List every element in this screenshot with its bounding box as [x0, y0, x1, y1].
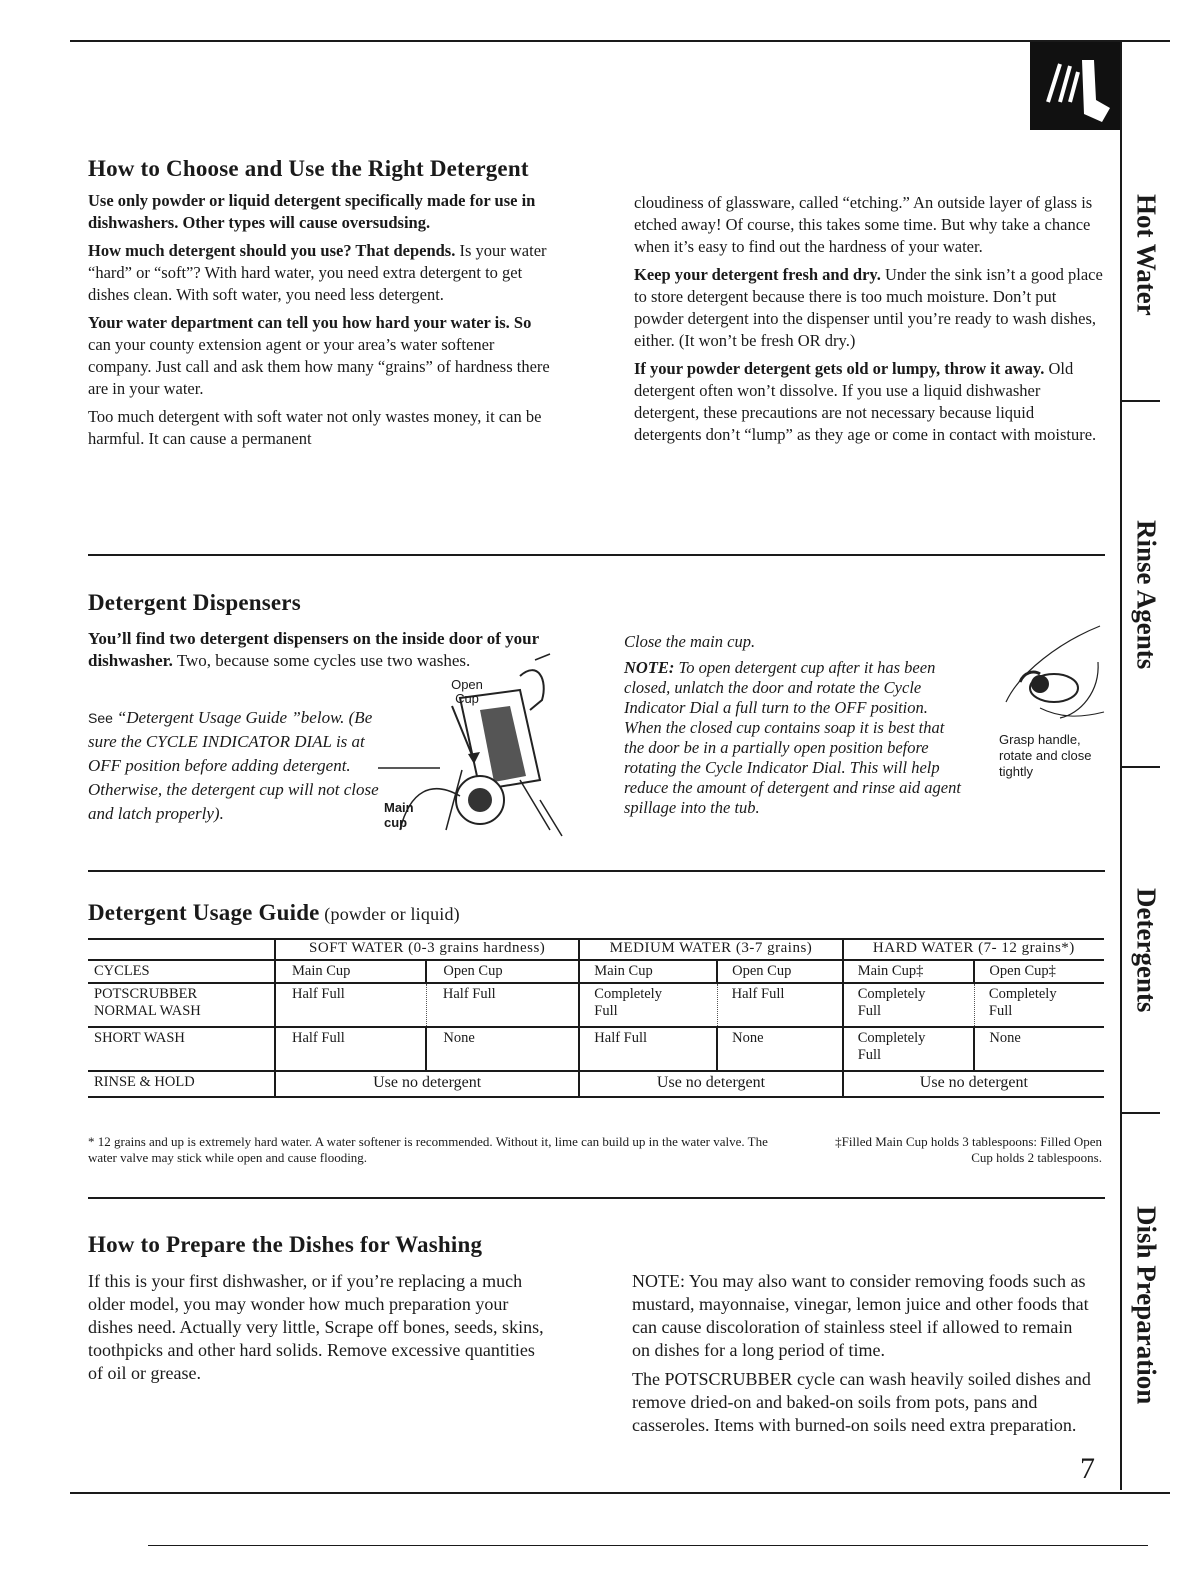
medium-water-header: MEDIUM WATER (3-7 grains): [579, 938, 842, 960]
section-title-prepare-dishes: How to Prepare the Dishes for Washing: [88, 1232, 483, 1257]
how-much-lead: How much detergent should you use? That depends.: [88, 241, 456, 260]
table-header-cups: [88, 960, 1104, 983]
table-cell: None: [717, 1027, 843, 1071]
table-row: [88, 983, 1104, 1027]
table-cell: Open Cup: [426, 960, 579, 983]
section-title-usage-guide: Detergent Usage Guide (powder or liquid): [88, 900, 460, 925]
grasp-handle-label: Grasp handle, rotate and close tightly: [999, 732, 1092, 779]
open-cup-label: Open Cup: [451, 677, 483, 706]
water-department-lead: Your water department can tell you how hard your water is. So: [88, 313, 532, 332]
prepare-note-text: NOTE: You may also want to consider removing foods such as mustard, mayonnaise, vinegar, lemon juice and other foods that can cause discoloration of stainless steel if allowed to remain on dishes for a long period of time.: [632, 1271, 1089, 1360]
table-cell: Half Full: [717, 983, 843, 1027]
footer-rule: [148, 1545, 1148, 1546]
section-title-dispensers: Detergent Dispensers: [88, 590, 301, 615]
page-number: 7: [1080, 1452, 1095, 1485]
close-main-cup-text: Close the main cup.: [624, 632, 756, 651]
table-row: [88, 1027, 1104, 1071]
table-cell: Half Full: [275, 983, 426, 1027]
how-much-text: Is your water “hard” or “soft”? With hard water, you need extra detergent to get dishes clean. With soft water, you need less detergent.: [88, 241, 547, 304]
table-row: [88, 1071, 1104, 1097]
tab-divider: [1122, 400, 1160, 402]
note-label: NOTE:: [624, 658, 675, 677]
section-divider: [88, 554, 1105, 556]
table-cell: Completely Full: [843, 1027, 975, 1071]
choose-detergent-lead: Use only powder or liquid detergent specifically made for use in dishwashers. Other types will cause oversudsing.: [88, 191, 536, 232]
table-cell: Main Cup: [275, 960, 426, 983]
table-cell: Main Cup: [579, 960, 717, 983]
fresh-dry-lead: Keep your detergent fresh and dry.: [634, 265, 881, 284]
table-cell: Use no detergent: [579, 1071, 842, 1097]
see-usage-guide-text: “Detergent Usage Guide ”below. (Be sure the CYCLE INDICATOR DIAL is at OFF position before adding detergent. Otherwise, the detergent cup will not close and latch properly).: [88, 708, 379, 823]
footnote-cup-capacity: ‡Filled Main Cup holds 3 tablespoons: Filled Open Cup holds 2 tablespoons.: [835, 1134, 1102, 1165]
table-cell: Half Full: [275, 1027, 426, 1071]
cycle-rinse-hold: RINSE & HOLD: [88, 1071, 275, 1097]
too-much-text: Too much detergent with soft water not only wastes money, it can be harmful. It can cause a permanent: [88, 407, 542, 448]
etching-text: cloudiness of glassware, called “etching.” An outside layer of glass is etched away! Of course, this takes some time. But why take a chance when it’s easy to find out the hardness of your water.: [634, 193, 1093, 256]
potscrubber-text: The POTSCRUBBER cycle can wash heavily soiled dishes and remove dried-on and baked-on soils from pots, pans and casseroles. Items with burned-on soils need extra preparation.: [632, 1369, 1091, 1435]
section1-left-column: [88, 190, 550, 456]
water-department-text: can your county extension agent or your area’s water softener company. Just call and ask them how many “grains” of hardness there are in your water.: [88, 335, 550, 398]
table-cell: Use no detergent: [275, 1071, 579, 1097]
cycle-dial-illustration: [980, 622, 1110, 732]
top-rule: [70, 40, 1170, 42]
table-cell: None: [426, 1027, 579, 1071]
cycle-short-wash: SHORT WASH: [88, 1027, 275, 1071]
tab-divider: [1122, 766, 1160, 768]
table-cell: Use no detergent: [843, 1071, 1104, 1097]
lumpy-text: Old detergent often won’t dissolve. If you use a liquid dishwasher detergent, these precautions are not necessary because liquid detergents don’t “lump” as they age or come in contact with moisture.: [634, 359, 1097, 444]
table-cell: Open Cup‡: [974, 960, 1104, 983]
cycles-label: CYCLES: [88, 960, 275, 983]
table-cell: Half Full: [579, 1027, 717, 1071]
main-cup-label: Main cup: [384, 800, 414, 830]
table-cell: Half Full: [426, 983, 579, 1027]
prepare-left-column: If this is your first dishwasher, or if you’re replacing a much older model, you may wonder how much preparation your dishes need. Actually very little, Scrape off bones, seeds, skins, toothpicks and other hard solids. Remove excessive quantities of oil or grease.: [88, 1271, 544, 1383]
dispensers-right-column: [624, 632, 964, 818]
cycle-potscrubber-normal: POTSCRUBBER NORMAL WASH: [88, 983, 275, 1027]
hard-water-header: HARD WATER (7- 12 grains*): [843, 938, 1104, 960]
tab-dish-preparation[interactable]: Dish Preparation: [1131, 1205, 1162, 1405]
table-cell: Completely Full: [843, 983, 975, 1027]
tab-rinse-agents[interactable]: Rinse Agents: [1131, 520, 1162, 670]
tab-divider: [1122, 1112, 1160, 1114]
dispensers-lead: You’ll find two detergent dispensers on the inside door of your dishwasher.: [88, 629, 539, 670]
table-cell: Completely Full: [974, 983, 1104, 1027]
table-header-groups: [88, 938, 1104, 960]
bottom-rule: [70, 1492, 1170, 1494]
section1-right-column: [634, 192, 1104, 452]
footnote-hard-water: * 12 grains and up is extremely hard water. A water softener is recommended. Without it, lime can build up in the water valve. The water valve may stick while open and cause flooding.: [88, 1134, 768, 1165]
note-text: To open detergent cup after it has been closed, unlatch the door and rotate the Cycle Indicator Dial a full turn to the OFF position. When the closed cup contains soap it is best that the door be in a partially open position before rotating the Cycle Indicator Dial. This will help reduce the amount of detergent and rinse aid agent spillage into the tub.: [624, 658, 961, 817]
fresh-dry-text: Under the sink isn’t a good place to store detergent because there is too much moisture. Don’t put powder detergent into the dispenser until you’re ready to wash dishes, either. (It won’t be fresh OR dry.): [634, 265, 1103, 350]
table-cell: Main Cup‡: [843, 960, 975, 983]
dishwasher-hand-icon: [1030, 42, 1120, 130]
dispensers-lead-text: Two, because some cycles use two washes.: [172, 651, 471, 670]
detergent-usage-table: [88, 938, 1104, 1098]
lumpy-lead: If your powder detergent gets old or lumpy, throw it away.: [634, 359, 1045, 378]
tab-hot-water[interactable]: Hot Water: [1131, 194, 1162, 316]
section-title-choose-detergent: How to Choose and Use the Right Detergent: [88, 156, 529, 181]
section-divider: [88, 870, 1105, 872]
dispensers-see-note: [88, 706, 388, 826]
section-divider: [88, 1197, 1105, 1199]
tab-detergents[interactable]: Detergents: [1131, 887, 1162, 1013]
table-cell: Open Cup: [717, 960, 843, 983]
table-cell: None: [974, 1027, 1104, 1071]
prepare-right-column: [632, 1270, 1092, 1443]
soft-water-header: SOFT WATER (0-3 grains hardness): [275, 938, 579, 960]
table-cell: Completely Full: [579, 983, 717, 1027]
see-label: See: [88, 710, 117, 726]
